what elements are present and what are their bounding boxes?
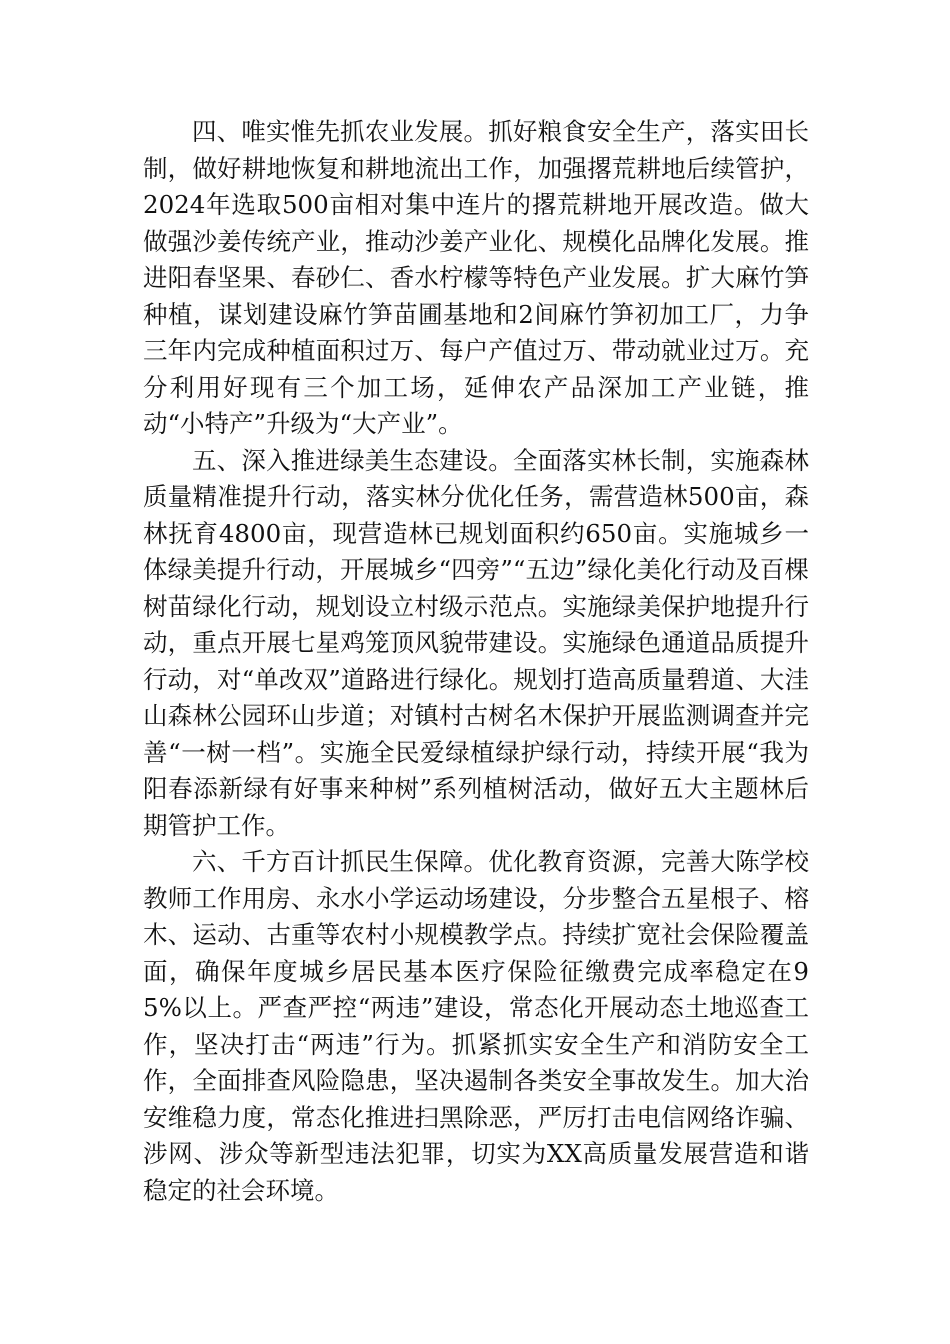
document-body [143,114,809,1209]
paragraph-agriculture: 四、唯实惟先抓农业发展。抓好粮食安全生产，落实田长制，做好耕地恢复和耕地流出工作，加强撂荒耕地后续管护，2024年选取500亩相对集中连片的撂荒耕地开展改造。做大做强沙姜传统产业，推动沙姜产业化、规模化品牌化发展。推进阳春坚果、春砂仁、香水柠檬等特色产业发展。扩大麻竹笋种植，谋划建设麻竹笋苗圃基地和2间麻竹笋初加工厂，力争三年内完成种植面积过万、每户产值过万、带动就业过万。充分利用好现有三个加工场，延伸农产品深加工产业链，推动“小特产”升级为“大产业”。 [143,117,809,438]
paragraph-livelihood: 六、千方百计抓民生保障。优化教育资源，完善大陈学校教师工作用房、永水小学运动场建设，分步整合五星根子、榕木、运动、古重等农村小规模教学点。持续扩宽社会保险覆盖面，确保年度城乡居民基本医疗保险征缴费完成率稳定在95%以上。严查严控“两违”建设，常态化开展动态土地巡查工作，坚决打击“两违”行为。抓紧抓实安全生产和消防安全工作，全面排查风险隐患，坚决遏制各类安全事故发生。加大治安维稳力度，常态化推进扫黑除恶，严厉打击电信网络诈骗、涉网、涉众等新型违法犯罪，切实为XX高质量发展营造和谐稳定的社会环境。 [143,847,809,1205]
paragraph-ecology: 五、深入推进绿美生态建设。全面落实林长制，实施森林质量精准提升行动，落实林分优化任务，需营造林500亩，森林抚育4800亩，现营造林已规划面积约650亩。实施城乡一体绿美提升行动，开展城乡“四旁”“五边”绿化美化行动及百棵树苗绿化行动，规划设立村级示范点。实施绿美保护地提升行动，重点开展七星鸡笼顶风貌带建设。实施绿色通道品质提升行动，对“单改双”道路进行绿化。规划打造高质量碧道、大洼山森林公园环山步道；对镇村古树名木保护开展监测调查并完善“一树一档”。实施全民爱绿植绿护绿行动，持续开展“我为阳春添新绿有好事来种树”系列植树活动，做好五大主题林后期管护工作。 [143,445,809,840]
